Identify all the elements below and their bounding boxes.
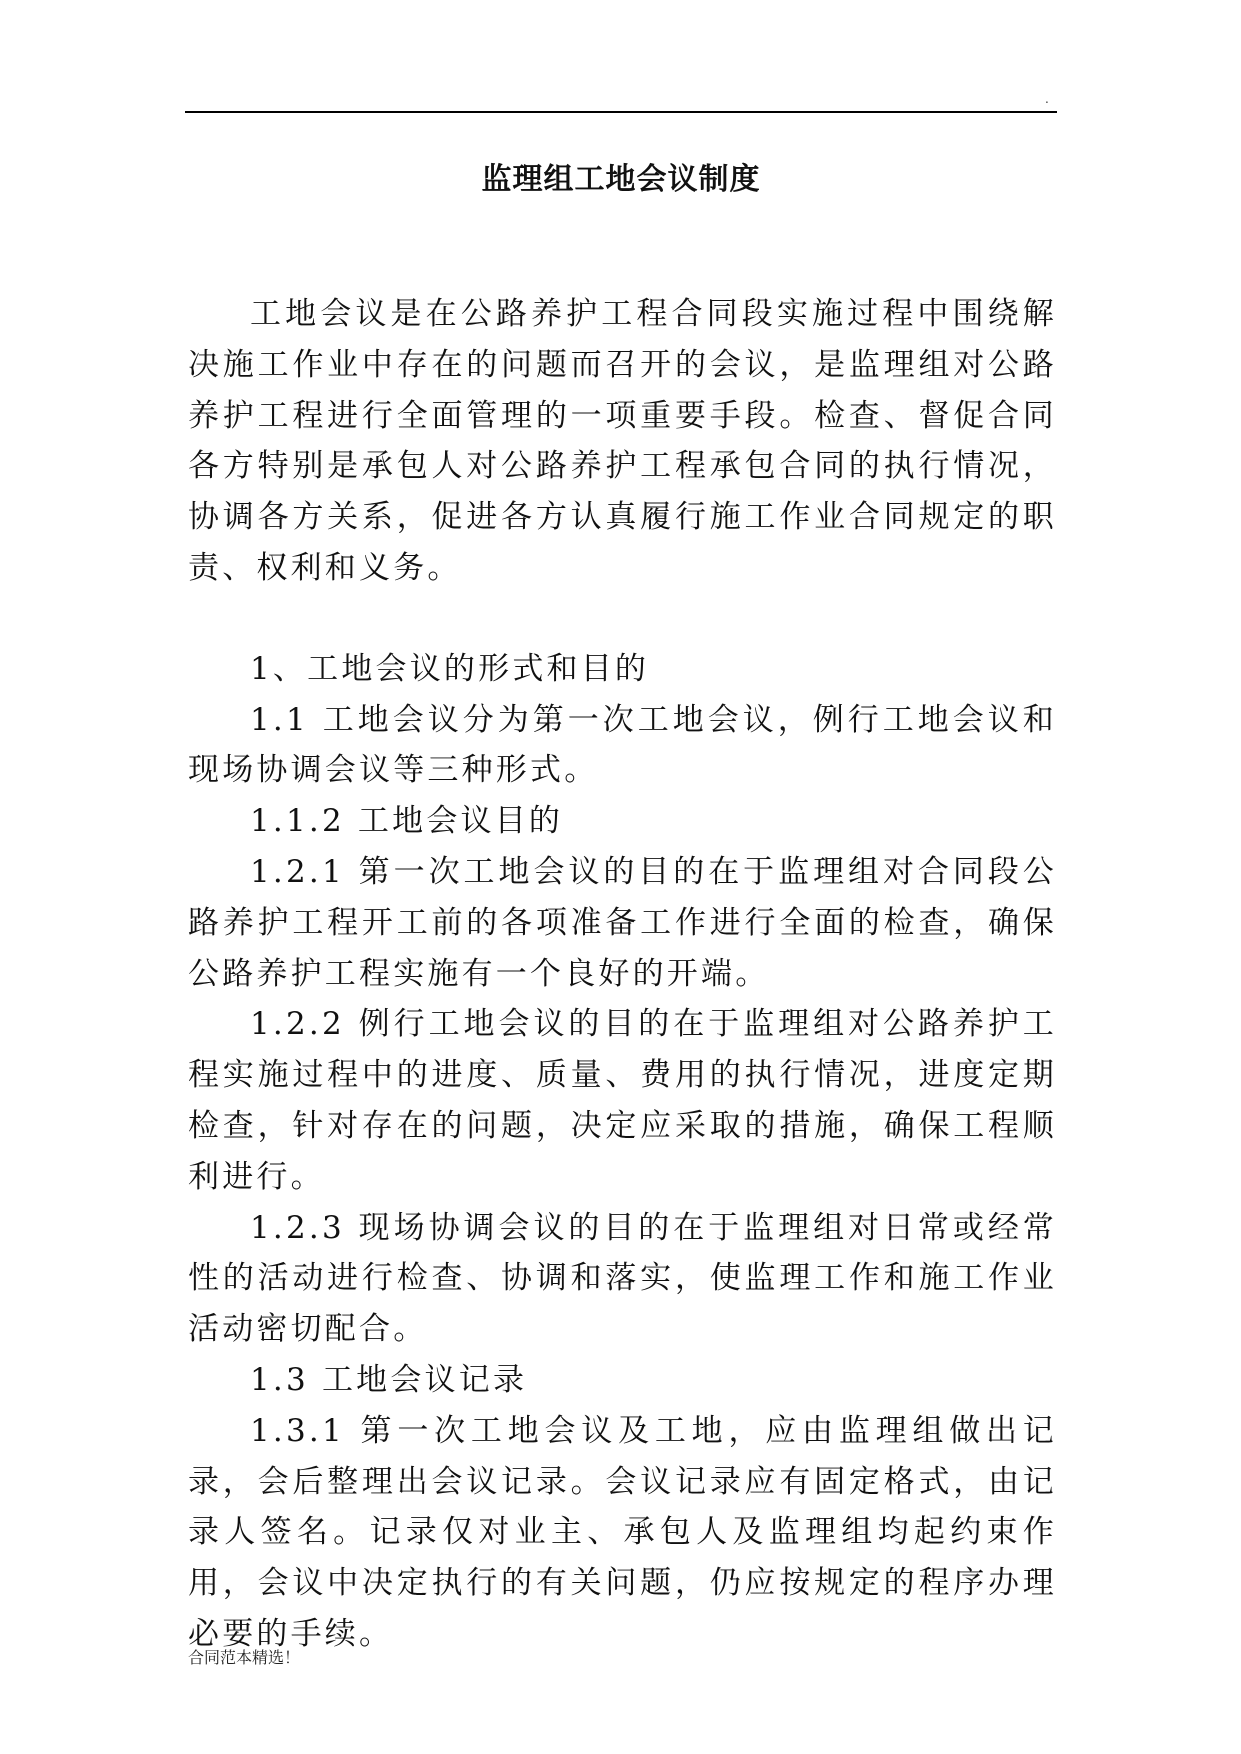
paragraph-1-2-1: 1.2.1 第一次工地会议的目的在于监理组对合同段公路养护工程开工前的各项准备工作进行全面的检查，确保公路养护工程实施有一个良好的开端。 bbox=[188, 853, 1057, 992]
paragraph-1-2-2: 1.2.2 例行工地会议的目的在于监理组对公路养护工程实施过程中的进度、质量、费用的执行情况，进度定期检查，针对存在的问题，决定应采取的措施，确保工程顺利进行。 bbox=[188, 1006, 1057, 1195]
section-heading-1: 1、工地会议的形式和目的 bbox=[250, 650, 650, 687]
paragraph-1-2-3: 1.2.3 现场协调会议的目的在于监理组对日常或经常性的活动进行检查、协调和落实，使监理工作和施工作业活动密切配合。 bbox=[188, 1209, 1057, 1348]
subheading-1-1-2: 1.1.2 工地会议目的 bbox=[250, 803, 564, 840]
subheading-1-3: 1.3 工地会议记录 bbox=[250, 1361, 528, 1398]
paragraph-1-1: 1.1 工地会议分为第一次工地会议，例行工地会议和现场协调会议等三种形式。 bbox=[188, 701, 1057, 789]
document-body bbox=[188, 289, 1057, 1660]
header-rule bbox=[185, 111, 1057, 113]
paragraph-1-3-1: 1.3.1 第一次工地会议及工地，应由监理组做出记录，会后整理出会议记录。会议记录应有固定格式，由记录人签名。记录仅对业主、承包人及监理组均起约束作用，会议中决定执行的有关问题，仍应按规定的程序办理必要的手续。 bbox=[188, 1412, 1057, 1652]
paragraph-intro: 工地会议是在公路养护工程合同段实施过程中围绕解决施工作业中存在的问题而召开的会议，是监理组对公路养护工程进行全面管理的一项重要手段。检查、督促合同各方特别是承包人对公路养护工程承包合同的执行情况，协调各方关系，促进各方认真履行施工作业合同规定的职责、权利和义务。 bbox=[188, 296, 1057, 586]
document-title: 监理组工地会议制度 bbox=[481, 162, 761, 197]
footer-note: 合同范本精选！ bbox=[188, 1648, 301, 1667]
header-mark: . bbox=[1045, 92, 1049, 106]
